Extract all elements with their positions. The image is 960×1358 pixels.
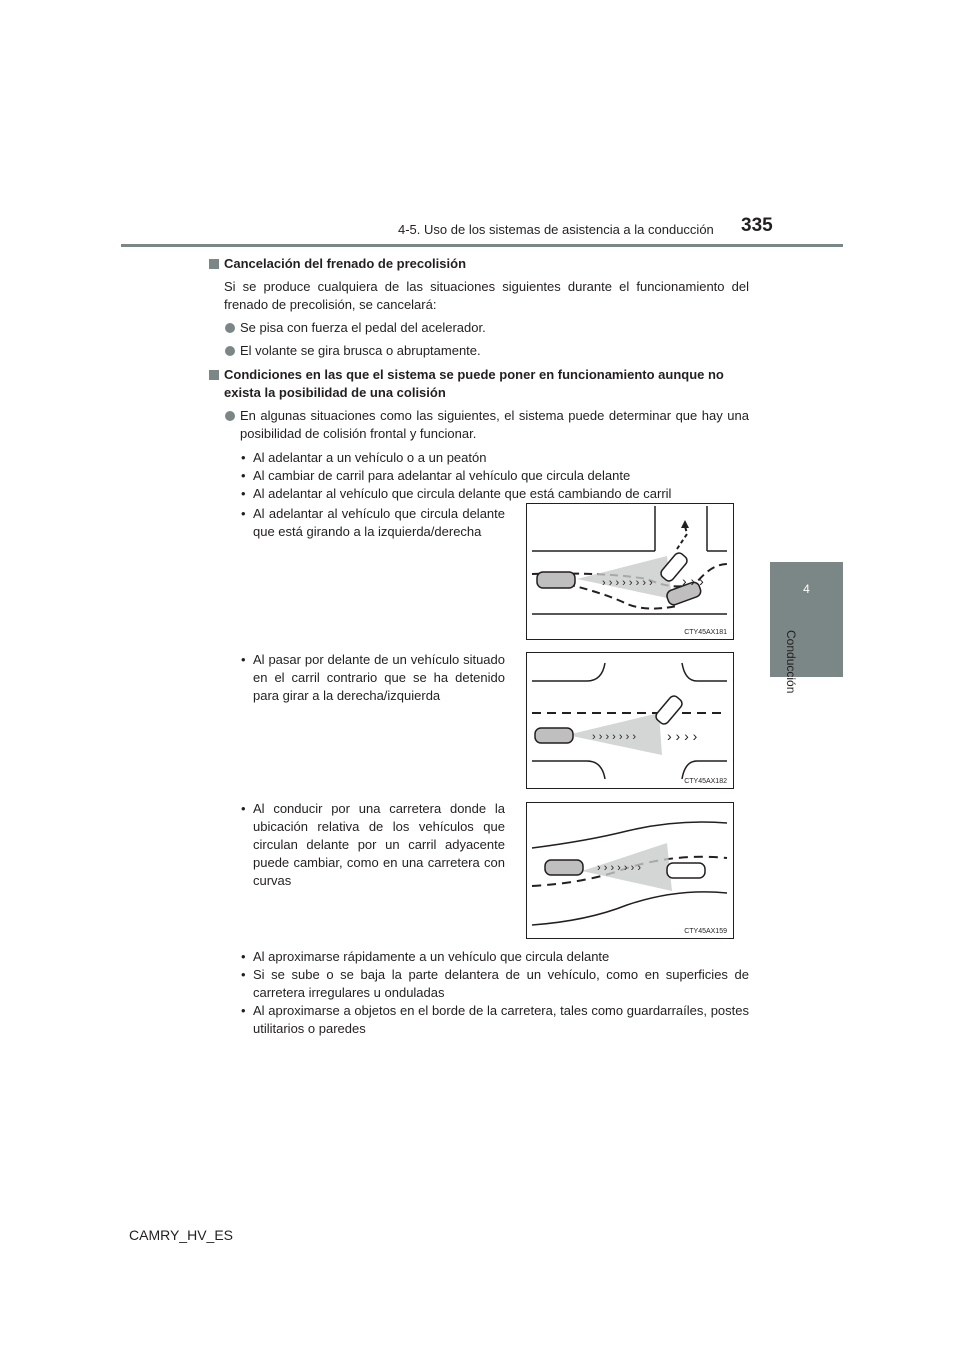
svg-text:› › ›: › › › — [682, 573, 704, 589]
sub-list-item — [209, 505, 505, 541]
heading-text: Cancelación del frenado de precolisión — [224, 256, 467, 271]
model-code: CAMRY_HV_ES — [129, 1227, 234, 1243]
sub-bullet-marker: • — [241, 652, 246, 667]
square-bullet-icon — [209, 370, 219, 380]
sub-bullet-marker: • — [241, 967, 246, 982]
sub-list-text: Al pasar por delante de un vehículo situado en el carril contrario que se ha detenido para girar a la derecha/izquierda — [253, 652, 505, 703]
sub-list-text: Al adelantar al vehículo que circula delante que está girando a la izquierda/derecha — [253, 506, 505, 539]
heading-text: Condiciones en las que el sistema se puede poner en funcionamiento aunque no exista la posibilidad de una colisión — [224, 367, 724, 400]
chapter-label: Conducción — [784, 630, 798, 694]
section-heading — [209, 366, 749, 402]
sub-list-text: Al aproximarse rápidamente a un vehículo que circula delante — [253, 949, 610, 964]
final-list — [209, 948, 749, 1038]
sub-list-text: Al cambiar de carril para adelantar al vehículo que circula delante — [253, 468, 631, 483]
circle-bullet-icon — [225, 323, 235, 333]
sub-list-text: Si se sube o se baja la parte delantera de un vehículo, como en superficies de carretera irregulares u onduladas — [253, 967, 749, 1000]
figure-code: CTY45AX182 — [684, 778, 727, 785]
header-rule — [121, 244, 843, 247]
sub-bullet-marker: • — [241, 486, 246, 501]
sub-list-item — [209, 651, 505, 705]
chapter-label-wrap — [778, 630, 818, 710]
paragraph: Si se produce cualquiera de las situaciones siguientes durante el funcionamiento del frenado de precolisión, se cancelará: — [224, 279, 749, 312]
sub-list-item — [209, 948, 749, 966]
sub-bullet-marker: • — [241, 506, 246, 521]
figure-oncoming-stopped — [526, 652, 734, 789]
list-item-text: En algunas situaciones como las siguientes, el sistema puede determinar que hay una posibilidad de colisión frontal y funcionar. — [240, 408, 749, 441]
sub-list-item — [209, 966, 749, 1002]
sub-list-item — [209, 449, 749, 467]
illustration-left-turn — [527, 504, 733, 639]
figure-curved-road — [526, 802, 734, 939]
list-item — [209, 407, 749, 443]
list-item — [209, 319, 749, 337]
svg-text:› › › › › › › ›: › › › › › › › › — [602, 577, 653, 589]
section-title: 4-5. Uso de los sistemas de asistencia a la conducción — [398, 222, 714, 237]
sub-bullet-marker: • — [241, 1003, 246, 1018]
illustration-curved-road — [527, 803, 733, 938]
list-item — [209, 342, 749, 360]
sub-bullet-marker: • — [241, 450, 246, 465]
sub-list-text: Al aproximarse a objetos en el borde de la carretera, tales como guardarraíles, postes utilitarios o paredes — [253, 1003, 749, 1036]
sub-list-item — [209, 1002, 749, 1038]
list-item-text: Se pisa con fuerza el pedal del acelerador. — [240, 320, 486, 335]
chapter-number: 4 — [803, 582, 810, 596]
sub-bullet-marker: • — [241, 468, 246, 483]
svg-text:› › › › › › ›: › › › › › › › — [592, 731, 636, 743]
sub-list-item — [209, 800, 505, 890]
list-item-text: El volante se gira brusca o abruptamente. — [240, 343, 481, 358]
figure-code: CTY45AX181 — [684, 629, 727, 636]
sub-bullet-marker: • — [241, 801, 246, 816]
square-bullet-icon — [209, 259, 219, 269]
sub-list-item — [209, 485, 749, 503]
circle-bullet-icon — [225, 346, 235, 356]
figure-item-text — [209, 651, 505, 705]
sub-list-text: Al adelantar al vehículo que circula delante que está cambiando de carril — [253, 486, 672, 501]
page-number: 335 — [741, 215, 773, 236]
svg-text:› › › › › › ›: › › › › › › › — [597, 862, 641, 874]
main-content — [209, 255, 749, 503]
svg-text:› › › ›: › › › › — [667, 728, 698, 744]
figure-code: CTY45AX159 — [684, 928, 727, 935]
figure-item-text — [209, 505, 505, 541]
figure-item-text — [209, 800, 505, 890]
section-heading — [209, 255, 749, 273]
circle-bullet-icon — [225, 411, 235, 421]
illustration-oncoming-stopped — [527, 653, 733, 788]
figure-left-turn — [526, 503, 734, 640]
sub-list-text: Al conducir por una carretera donde la ubicación relativa de los vehículos que circulan delante por un carril adyacente puede cambiar, como en una carretera con curvas — [253, 801, 505, 888]
sub-bullet-marker: • — [241, 949, 246, 964]
sub-list-item — [209, 467, 749, 485]
sub-list-text: Al adelantar a un vehículo o a un peatón — [253, 450, 487, 465]
